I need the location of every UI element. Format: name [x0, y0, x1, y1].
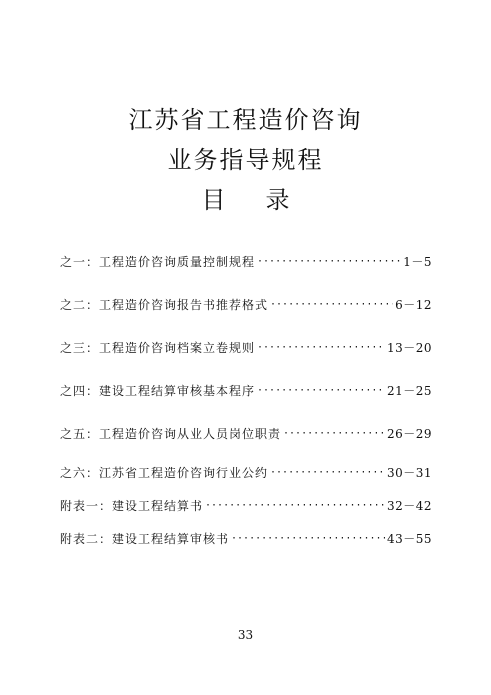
toc-entry-3[interactable] [60, 340, 432, 356]
document-title-line-2: 业务指导规程 [167, 146, 324, 174]
toc-entry-4[interactable] [60, 383, 432, 399]
toc-entry-label: 附表二：建设工程结算审核书 [60, 532, 230, 546]
toc-page-range: 1－5 [403, 255, 432, 269]
toc-page-range: 26－29 [386, 427, 432, 441]
toc-entry-label: 之四：建设工程结算审核基本程序 [60, 384, 256, 398]
toc-dot-leader [283, 426, 385, 442]
toc-dot-leader [270, 465, 385, 481]
toc-dot-leader [257, 254, 401, 270]
toc-entry-label: 之五：工程造价咨询从业人员岗位职责 [60, 427, 282, 441]
toc-entry-5[interactable] [60, 426, 432, 442]
document-title-line-1: 江苏省工程造价咨询 [128, 106, 363, 134]
toc-dot-leader [270, 297, 393, 313]
toc-dot-leader [231, 531, 385, 547]
toc-page-range: 6－12 [395, 298, 432, 312]
toc-entry-label: 之一：工程造价咨询质量控制规程 [60, 255, 256, 269]
toc-page-range: 32－42 [386, 499, 432, 513]
toc-page-range: 30－31 [386, 466, 432, 480]
toc-entry-label: 之三：工程造价咨询档案立卷规则 [60, 341, 256, 355]
toc-dot-leader [257, 383, 385, 399]
toc-page-range: 21－25 [386, 384, 432, 398]
toc-page-range: 43－55 [386, 532, 432, 546]
contents-heading [0, 188, 491, 212]
toc-entry-2[interactable] [60, 297, 432, 313]
toc-entry-label: 附表一：建设工程结算书 [60, 499, 204, 513]
toc-entry-7[interactable] [60, 498, 432, 514]
toc-dot-leader [257, 340, 385, 356]
toc-dot-leader [205, 498, 385, 514]
toc-entry-8[interactable] [60, 531, 432, 547]
toc-entry-label: 之二：工程造价咨询报告书推荐格式 [60, 298, 269, 312]
page-number: 33 [237, 628, 254, 642]
toc-entry-1[interactable] [60, 254, 432, 270]
contents-heading-char-2: 录 [265, 186, 290, 214]
toc-entry-label: 之六：江苏省工程造价咨询行业公约 [60, 466, 269, 480]
toc-page-range: 13－20 [386, 341, 432, 355]
toc-entry-6[interactable] [60, 465, 432, 481]
contents-heading-char-1: 目 [201, 186, 226, 214]
